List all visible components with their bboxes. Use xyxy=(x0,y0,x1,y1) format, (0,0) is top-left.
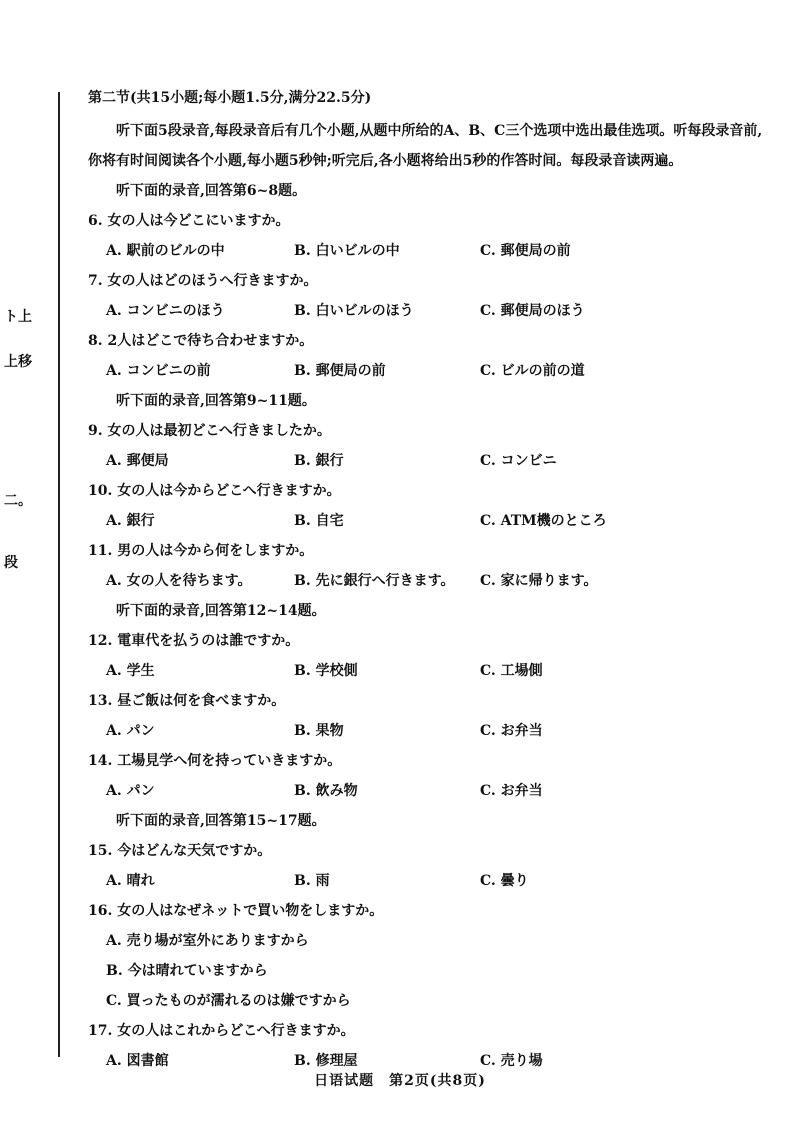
options-9 xyxy=(88,446,768,476)
option-c: C. 買ったものが濡れるのは嫌ですから xyxy=(106,993,351,1009)
option-c: C. コンビニ xyxy=(480,453,557,469)
option-a: A. 女の人を待ちます。 xyxy=(106,573,252,589)
options-8 xyxy=(88,356,768,386)
options-15 xyxy=(88,866,768,896)
option-c: C. お弁当 xyxy=(480,723,543,739)
options-7 xyxy=(88,296,768,326)
option-a: A. コンビニの前 xyxy=(106,363,211,379)
option-b: B. 今は晴れていますから xyxy=(106,963,268,979)
question-17: 17. 女の人はこれからどこへ行きますか。 xyxy=(88,1023,355,1039)
option-a: A. 郵便局 xyxy=(106,453,169,469)
options-14 xyxy=(88,776,768,806)
option-c: C. 工場側 xyxy=(480,663,543,679)
option-a: A. コンビニのほう xyxy=(106,303,225,319)
options-11 xyxy=(88,566,768,596)
side-mark: 上移 xyxy=(4,354,32,370)
question-12: 12. 電車代を払うのは誰ですか。 xyxy=(88,633,300,649)
option-c: C. ビルの前の道 xyxy=(480,363,585,379)
option-b: B. 飲み物 xyxy=(294,783,358,799)
question-16: 16. 女の人はなぜネットで買い物をしますか。 xyxy=(88,903,384,919)
option-c: C. 郵便局の前 xyxy=(480,243,571,259)
listen-instruction: 听下面的录音,回答第9~11题。 xyxy=(116,393,316,409)
option-b: B. 修理屋 xyxy=(294,1053,358,1069)
listen-instruction: 听下面的录音,回答第12~14题。 xyxy=(116,603,326,619)
option-b: B. 学校側 xyxy=(294,663,358,679)
option-b: B. 白いビルの中 xyxy=(294,243,400,259)
listen-instruction: 听下面的录音,回答第15~17题。 xyxy=(116,813,326,829)
side-mark: 二。 xyxy=(4,493,32,509)
option-c: C. 売り場 xyxy=(480,1053,543,1069)
option-b: B. 雨 xyxy=(294,873,330,889)
option-c: C. ATM機のところ xyxy=(480,513,607,529)
options-6 xyxy=(88,236,768,266)
side-mark: 段 xyxy=(4,555,18,571)
option-c: C. 家に帰ります。 xyxy=(480,573,598,589)
option-b: B. 白いビルのほう xyxy=(294,303,414,319)
option-c: C. お弁当 xyxy=(480,783,543,799)
option-b: B. 果物 xyxy=(294,723,344,739)
exam-content xyxy=(88,86,768,1076)
option-a: A. 図書館 xyxy=(106,1053,169,1069)
question-14: 14. 工場見学へ何を持っていきますか。 xyxy=(88,753,342,769)
option-a: A. 駅前のビルの中 xyxy=(106,243,225,259)
option-a: A. 学生 xyxy=(106,663,155,679)
section-title: 第二节(共15小题;每小题1.5分,满分22.5分) xyxy=(88,90,372,106)
option-b: B. 先に銀行へ行きます。 xyxy=(294,573,455,589)
option-a: A. パン xyxy=(106,783,155,799)
option-b: B. 自宅 xyxy=(294,513,344,529)
binding-margin-line xyxy=(58,92,60,1057)
question-8: 8. 2人はどこで待ち合わせますか。 xyxy=(88,333,314,349)
question-9: 9. 女の人は最初どこへ行きましたか。 xyxy=(88,423,331,439)
question-15: 15. 今はどんな天気ですか。 xyxy=(88,843,272,859)
section-instructions: 听下面5段录音,每段录音后有几个小题,从题中所给的A、B、C三个选项中选出最佳选项。听每段录音前,你将有时间阅读各个小题,每小题5秒钟;听完后,各小题将给出5秒的作答时间。每段录音读两遍。 xyxy=(88,123,763,169)
question-7: 7. 女の人はどのほうへ行きますか。 xyxy=(88,273,318,289)
question-13: 13. 昼ご飯は何を食べますか。 xyxy=(88,693,286,709)
option-b: B. 銀行 xyxy=(294,453,344,469)
question-10: 10. 女の人は今からどこへ行きますか。 xyxy=(88,483,341,499)
listen-instruction: 听下面的录音,回答第6~8题。 xyxy=(116,183,307,199)
options-12 xyxy=(88,656,768,686)
page-footer: 日语试题 第2页(共8页) xyxy=(314,1073,486,1089)
option-a: A. 晴れ xyxy=(106,873,155,889)
options-10 xyxy=(88,506,768,536)
question-11: 11. 男の人は今から何をしますか。 xyxy=(88,543,314,559)
option-c: C. 曇り xyxy=(480,873,529,889)
option-b: B. 郵便局の前 xyxy=(294,363,386,379)
option-a: A. 銀行 xyxy=(106,513,155,529)
question-6: 6. 女の人は今どこにいますか。 xyxy=(88,213,290,229)
side-mark: ト上 xyxy=(4,309,32,325)
option-c: C. 郵便局のほう xyxy=(480,303,585,319)
option-a: A. パン xyxy=(106,723,155,739)
options-13 xyxy=(88,716,768,746)
option-a: A. 売り場が室外にありますから xyxy=(106,933,309,949)
